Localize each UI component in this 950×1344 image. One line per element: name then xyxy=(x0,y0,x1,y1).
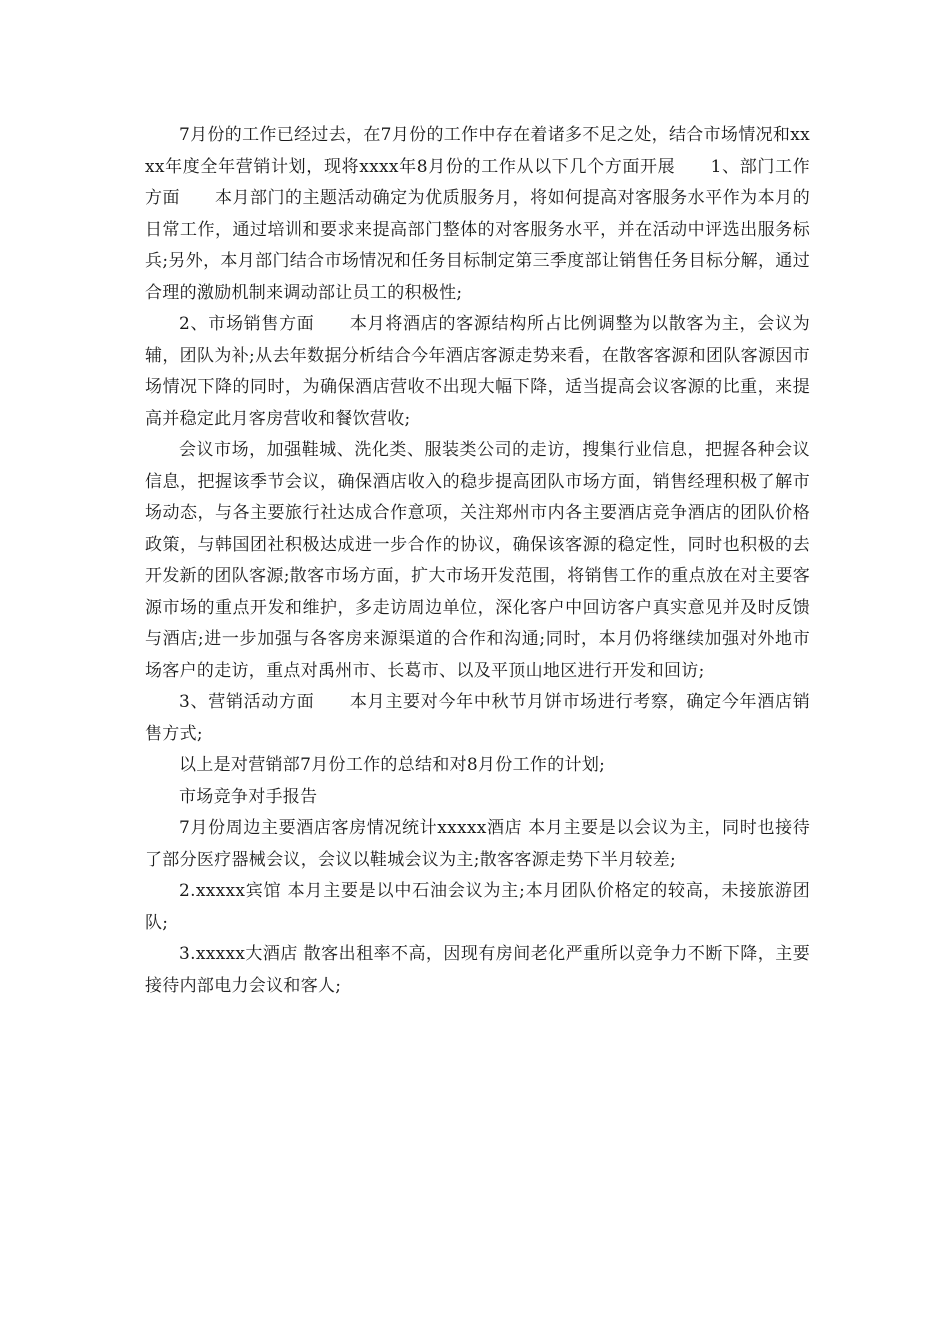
document-body xyxy=(145,120,810,1002)
section-heading-competitor-report: 市场竞争对手报告 xyxy=(179,786,318,807)
paragraph-market-sales: 2、市场销售方面 本月将酒店的客源结构所占比例调整为以散客为主，会议为辅，团队为补;从去年数据分析结合今年酒店客源走势来看，在散客客源和团队客源因市场情况下降的同时，为确保酒店营收不出现大幅下降，适当提高会议客源的比重，来提高并稳定此月客房营收和餐饮营收; xyxy=(145,314,810,429)
paragraph-conference-market: 会议市场，加强鞋城、洗化类、服装类公司的走访，搜集行业信息，把握各种会议信息，把握该季节会议，确保酒店收入的稳步提高团队市场方面，销售经理积极了解市场动态，与各主要旅行社达成合作意项，关注郑州市内各主要酒店竞争酒店的团队价格政策，与韩国团社积极达成进一步合作的协议，确保该客源的稳定性，同时也积极的去开发新的团队客源;散客市场方面，扩大市场开发范围，将销售工作的重点放在对主要客源市场的重点开发和维护，多走访周边单位，深化客户中回访客户真实意见并及时反馈与酒店;进一步加强与各客房来源渠道的合作和沟通;同时，本月仍将继续加强对外地市场客户的走访，重点对禹州市、长葛市、以及平顶山地区进行开发和回访; xyxy=(145,440,810,681)
paragraph-intro: 7月份的工作已经过去，在7月份的工作中存在着诸多不足之处，结合市场情况和xxxx年度全年营销计划，现将xxxx年8月份的工作从以下几个方面开展 1、部门工作方面 本月部门的主题活动确定为优质服务月，将如何提高对客服务水平作为本月的日常工作，通过培训和要求来提高部门整体的对客服务水平，并在活动中评选出服务标兵;另外，本月部门结合市场情况和任务目标制定第三季度部让销售任务目标分解，通过合理的激励机制来调动部让员工的积极性; xyxy=(145,125,810,303)
paragraph-competitor-3: 3.xxxxx大酒店 散客出租率不高，因现有房间老化严重所以竞争力不断下降，主要接待内部电力会议和客人; xyxy=(145,944,810,996)
paragraph-competitor-2: 2.xxxxx宾馆 本月主要是以中石油会议为主;本月团队价格定的较高，未接旅游团队; xyxy=(145,881,810,933)
paragraph-competitor-1: 7月份周边主要酒店客房情况统计xxxxx酒店 本月主要是以会议为主，同时也接待了部分医疗器械会议，会议以鞋城会议为主;散客客源走势下半月较差; xyxy=(145,818,810,870)
paragraph-summary: 以上是对营销部7月份工作的总结和对8月份工作的计划; xyxy=(179,755,606,775)
paragraph-marketing-activities: 3、营销活动方面 本月主要对今年中秋节月饼市场进行考察，确定今年酒店销售方式; xyxy=(145,692,810,744)
